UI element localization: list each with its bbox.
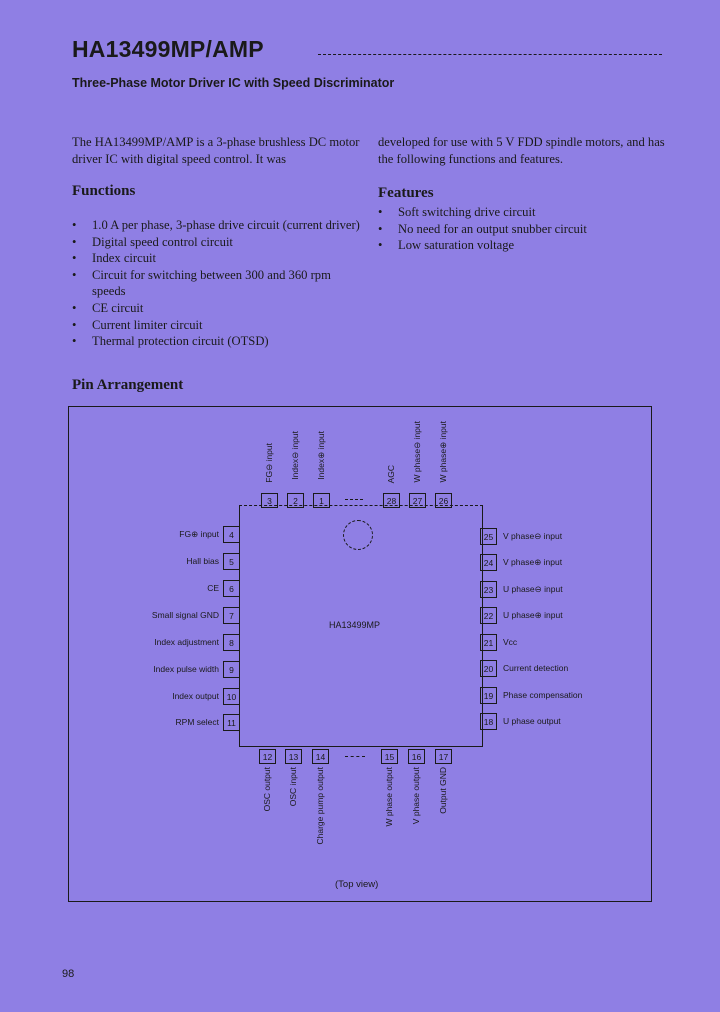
list-item: • Soft switching drive circuit [378, 204, 668, 221]
pin-28: 28 [383, 493, 400, 508]
pin-3-label: FG⊖ input [264, 443, 274, 483]
features-heading: Features [378, 185, 434, 201]
pin-15: 15 [381, 749, 398, 764]
pin-10-label: Index output [172, 691, 219, 701]
pin-11: 11 [223, 714, 240, 731]
pin-14: 14 [312, 749, 329, 764]
page-number: 98 [62, 968, 75, 980]
list-item: • Digital speed control circuit [72, 234, 362, 251]
pin-27: 27 [409, 493, 426, 508]
pin1-marker [343, 520, 373, 550]
list-item: • 1.0 A per phase, 3-phase drive circuit (current driver) [72, 217, 362, 234]
features-list [378, 204, 668, 254]
pin-1-label: Index⊕ input [316, 431, 326, 480]
functions-list [72, 217, 362, 350]
pin-1: 1 [313, 493, 330, 508]
pin-10: 10 [223, 688, 240, 705]
pin-24: 24 [480, 554, 497, 571]
pin-13: 13 [285, 749, 302, 764]
pin-2-label: Index⊖ input [290, 431, 300, 480]
pin-16-label: V phase output [411, 767, 421, 825]
pin-8: 8 [223, 634, 240, 651]
chip-name: HA13499MP [329, 620, 381, 630]
document-title: HA13499MP/AMP [72, 36, 264, 62]
pin-diagram [68, 406, 652, 902]
pin-11-label: RPM select [175, 717, 219, 727]
pin-13-label: OSC input [288, 767, 298, 807]
pin-24-label: V phase⊕ input [503, 557, 563, 567]
pin-21-label: Vcc [503, 637, 518, 647]
pin-5: 5 [223, 553, 240, 570]
view-label: (Top view) [335, 879, 379, 890]
list-item: • Circuit for switching between 300 and 360 rpm speeds [72, 267, 362, 300]
pin-7: 7 [223, 607, 240, 624]
pin-19-label: Phase compensation [503, 690, 583, 700]
pin-6-label: CE [207, 583, 219, 593]
pin-9: 9 [223, 661, 240, 678]
list-item: • No need for an output snubber circuit [378, 221, 668, 238]
pin-19: 19 [480, 687, 497, 704]
title-rule [318, 54, 662, 55]
pin-25: 25 [480, 528, 497, 545]
pin-8-label: Index adjustment [154, 637, 219, 647]
pin-27-label: W phase⊖ input [412, 421, 422, 483]
intro-left: The HA13499MP/AMP is a 3-phase brushless DC motor driver IC with digital speed control. It was [72, 135, 360, 166]
pin-16: 16 [408, 749, 425, 764]
pin-23-label: U phase⊖ input [503, 584, 563, 594]
pin-23: 23 [480, 581, 497, 598]
pin-26-label: W phase⊕ input [438, 421, 448, 483]
intro-right: developed for use with 5 V FDD spindle motors, and has the following functions and features. [378, 135, 665, 166]
pin-20: 20 [480, 660, 497, 677]
top-gap-marker [345, 499, 363, 500]
pin-5-label: Hall bias [186, 556, 219, 566]
pin-9-label: Index pulse width [153, 664, 219, 674]
pin-14-label: Charge pump output [315, 767, 325, 845]
functions-heading: Functions [72, 183, 136, 199]
pin-7-label: Small signal GND [151, 610, 219, 620]
pin-18: 18 [480, 713, 497, 730]
pin-28-label: AGC [386, 465, 396, 484]
pin-12: 12 [259, 749, 276, 764]
list-item: • Current limiter circuit [72, 317, 362, 334]
pin-18-label: U phase output [503, 716, 561, 726]
pin-21: 21 [480, 634, 497, 651]
pin-20-label: Current detection [503, 663, 569, 673]
pin-6: 6 [223, 580, 240, 597]
pin-arrangement-heading: Pin Arrangement [72, 377, 184, 393]
pin-4: 4 [223, 526, 240, 543]
list-item: • Thermal protection circuit (OTSD) [72, 333, 362, 350]
bottom-gap-marker [345, 756, 365, 757]
list-item: • Index circuit [72, 250, 362, 267]
pin-4-label: FG⊕ input [179, 529, 219, 539]
pin-25-label: V phase⊖ input [503, 531, 563, 541]
pin-17: 17 [435, 749, 452, 764]
pin-3: 3 [261, 493, 278, 508]
pin-12-label: OSC output [262, 767, 272, 812]
pin-26: 26 [435, 493, 452, 508]
pin-15-label: W phase output [384, 767, 394, 827]
pin-17-label: Output GND [438, 767, 448, 814]
document-subtitle: Three-Phase Motor Driver IC with Speed Discriminator [72, 76, 395, 90]
list-item: • Low saturation voltage [378, 237, 668, 254]
list-item: • CE circuit [72, 300, 362, 317]
pin-2: 2 [287, 493, 304, 508]
pin-22-label: U phase⊕ input [503, 610, 563, 620]
pin-22: 22 [480, 607, 497, 624]
